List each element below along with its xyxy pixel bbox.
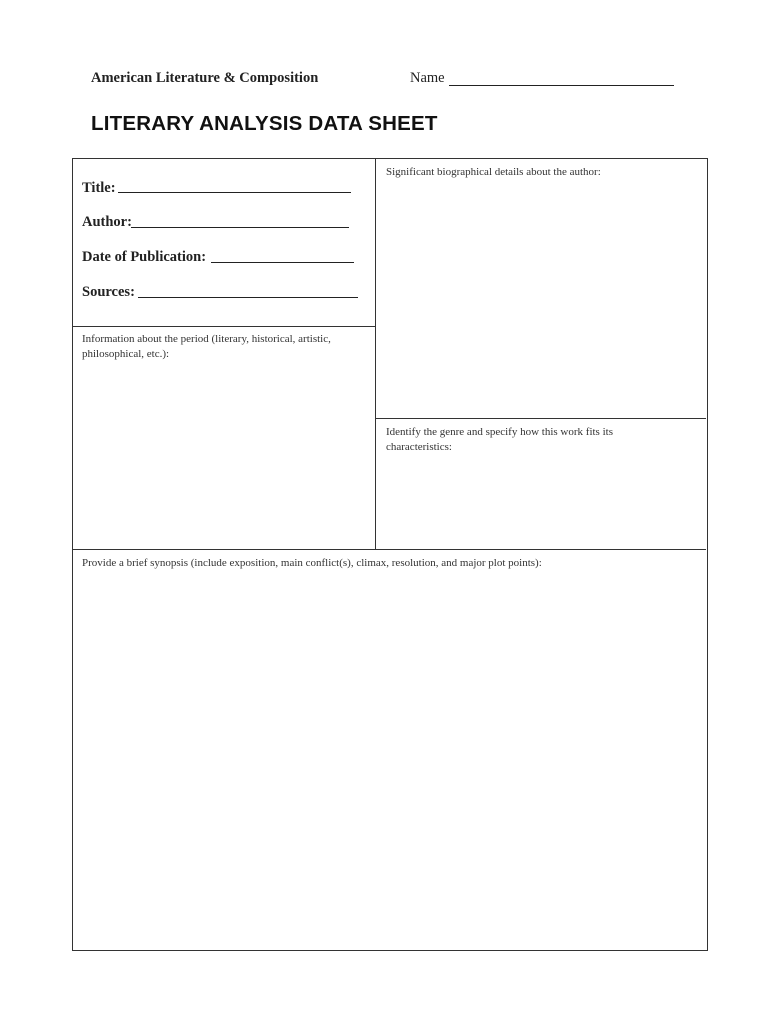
title-input-line[interactable] [118,192,351,193]
genre-prompt: Identify the genre and specify how this work fits its characteristics: [386,426,613,453]
author-label: Author: [82,214,132,230]
sheet-title: LITERARY ANALYSIS DATA SHEET [91,112,438,135]
sources-input-line[interactable] [138,297,358,298]
name-label: Name [410,70,445,86]
date-of-publication-input-line[interactable] [211,262,354,263]
period-information-prompt: Information about the period (literary, historical, artistic, philosophical, etc.): [82,333,331,360]
left-row-divider [72,326,375,327]
sources-label: Sources: [82,284,135,300]
name-input-line[interactable] [449,85,674,86]
column-divider [375,158,376,549]
course-name: American Literature & Composition [91,70,319,86]
synopsis-prompt: Provide a brief synopsis (include exposition, main conflict(s), climax, resolution, and major plot points): [82,557,542,569]
author-input-line[interactable] [131,227,349,228]
synopsis-divider [72,549,706,550]
data-sheet-table [72,158,708,951]
date-of-publication-label: Date of Publication: [82,249,207,265]
right-row-divider [375,418,706,419]
biographical-details-prompt: Significant biographical details about the author: [386,166,601,178]
title-label: Title: [82,180,116,196]
